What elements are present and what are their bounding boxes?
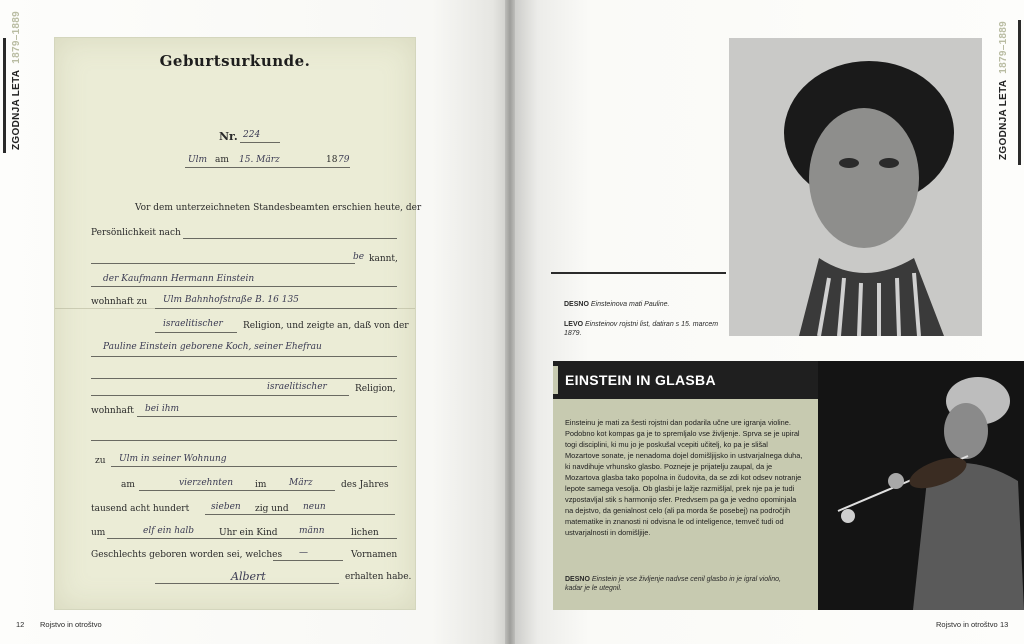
rule — [240, 142, 280, 143]
vornamen-text: Vornamen — [351, 550, 398, 560]
rule — [205, 514, 395, 515]
chapter-years: 1879–1889 — [11, 10, 22, 64]
rule — [155, 332, 237, 333]
caption-right-text: Einsteinova mati Pauline. — [590, 301, 670, 308]
chapter-label: ZGODNJA LETA — [11, 69, 22, 150]
mother-name-hand: Pauline Einstein geborene Koch, seiner Ehefrau — [103, 342, 322, 352]
birth-certificate-image — [55, 38, 422, 609]
lichen-text: lichen — [351, 528, 379, 538]
des-jahres: des Jahres — [341, 480, 389, 490]
rule — [111, 466, 397, 467]
book-gutter — [505, 0, 515, 644]
right-chapter-tab — [994, 20, 1021, 165]
month-hand: März — [289, 478, 313, 488]
religion-text: Religion, und zeigte an, daß von der — [243, 321, 409, 331]
wohnhaft2-label: wohnhaft — [91, 406, 134, 416]
rule — [91, 378, 397, 379]
caption-right-label: DESNO — [564, 301, 589, 308]
certificate-number-hand: 224 — [243, 130, 261, 140]
neun-hand: neun — [303, 502, 326, 512]
religion-label-2: Religion, — [355, 384, 396, 394]
caption-right — [564, 300, 724, 309]
rule — [91, 286, 397, 287]
kannt-text: kannt, — [369, 254, 398, 264]
music-sidebar-box — [553, 361, 818, 610]
certificate-title: Geburtsurkunde. — [159, 52, 311, 70]
birthplace-hand: Ulm in seiner Wohnung — [119, 454, 227, 464]
year-printed: 18 — [326, 155, 338, 165]
left-section-name: Rojstvo in otroštvo — [40, 620, 102, 629]
um-label: um — [91, 528, 106, 538]
geschlechts-text: Geschlechts geboren worden sei, welches — [91, 550, 283, 560]
certificate-line-2: Persönlichkeit nach — [91, 228, 181, 238]
right-page-number: 13 — [1000, 620, 1009, 629]
albert-hand: Albert — [231, 570, 266, 583]
sidebar-caption-label: DESNO — [565, 576, 590, 583]
sidebar-caption-text: Einstein je vse življenje nadvse cenil glasbo in je igral violino, kadar je le utegnil. — [565, 576, 781, 592]
year-hand: 79 — [338, 155, 350, 165]
am2-label: am — [121, 480, 135, 490]
sidebar-header-accent — [553, 366, 558, 394]
caption-left-label: LEVO — [564, 321, 584, 328]
am-label: am — [215, 155, 229, 165]
right-section-name: Rojstvo in otroštvo — [936, 620, 998, 629]
rule — [91, 440, 397, 441]
sidebar-body: Einsteinu je mati za šesti rojstni dan podarila učne ure igranja violine. Podobno kot kompas ga je to spremljalo vse življenje. Sprva se je upiral togi disciplini, ki mu jo je poskušal vcepiti učitelj, ko pa je slišal Mozartove sonate, je nenadoma dojel domišljijsko in ustvarjalnega duha, ki navdihuje vrhunsko glasbo. Pozneje je prijatelju zaupal, da je Mozartova glasba tako popolna in čudovita, da se zdi kot odsev notranje lepote samega vesolja. Ob glasbi je lažje razmišljal, prek nje pa je tudi vzpostavljal stik s harmonijo sfer. Predvsem pa ga je vedno opominjala na dejstvo, da genialnost celo (ali pa morda še posebej) na področjih matematike in znanosti ni odvisna le od inteligence, temveč tudi od ustvarjalnosti in domišljije. — [565, 418, 803, 537]
religion-hand-2: israelitischer — [267, 382, 327, 392]
im-label: im — [255, 480, 267, 490]
day-hand: vierzehnten — [179, 478, 233, 488]
rule — [183, 238, 397, 239]
sidebar-caption — [565, 575, 785, 593]
siebzig-hand: sieben — [211, 502, 241, 512]
rule — [273, 560, 343, 561]
pauline-portrait-photo — [729, 38, 982, 336]
kannt-hand: be — [353, 252, 365, 262]
zu-label: zu — [95, 456, 106, 466]
right-chapter-tab-text — [998, 21, 1009, 160]
erhalten-text: erhalten habe. — [345, 572, 412, 582]
rule — [185, 167, 350, 168]
rule — [107, 538, 397, 539]
sidebar-header — [553, 361, 818, 399]
certificate-number-label: Nr. — [219, 130, 238, 143]
sidebar-title: EINSTEIN IN GLASBA — [565, 372, 716, 388]
violin-illustration — [818, 361, 1024, 610]
rule — [139, 490, 335, 491]
father-name-hand: der Kaufmann Hermann Einstein — [103, 274, 255, 284]
date-hand: 15. März — [239, 155, 280, 165]
einstein-violin-photo — [818, 361, 1024, 610]
rule — [91, 395, 349, 396]
address-hand: Ulm Bahnhofstraße B. 16 135 — [163, 295, 299, 305]
religion-hand: israelitischer — [163, 319, 223, 329]
rule — [155, 583, 339, 584]
left-chapter-tab-text — [11, 11, 22, 150]
tausend-text: tausend acht hundert — [91, 504, 190, 514]
hat-hand: — — [299, 548, 308, 558]
portrait-illustration — [729, 38, 982, 336]
wohnhaft2-hand: bei ihm — [145, 404, 180, 414]
chapter-years: 1879–1889 — [998, 20, 1009, 74]
left-page-number: 12 — [16, 620, 25, 629]
zig-und: zig und — [255, 504, 289, 514]
sex-hand: männ — [299, 526, 325, 536]
left-chapter-tab — [3, 10, 28, 153]
place-hand: Ulm — [188, 155, 207, 165]
caption-rule — [551, 272, 726, 274]
rule — [155, 308, 397, 309]
rule — [91, 263, 355, 264]
rule — [137, 416, 397, 417]
chapter-label: ZGODNJA LETA — [998, 79, 1009, 160]
uhr-hand: elf ein halb — [143, 526, 195, 536]
caption-left-text: Einsteinov rojstni list, datiran s 15. marcem 1879. — [564, 321, 719, 337]
caption-left — [564, 320, 724, 338]
uhr-text: Uhr ein Kind — [219, 528, 278, 538]
wohnhaft-label: wohnhaft zu — [91, 297, 148, 307]
rule — [91, 356, 397, 357]
certificate-line-1: Vor dem unterzeichneten Standesbeamten erschien heute, der — [135, 203, 422, 213]
